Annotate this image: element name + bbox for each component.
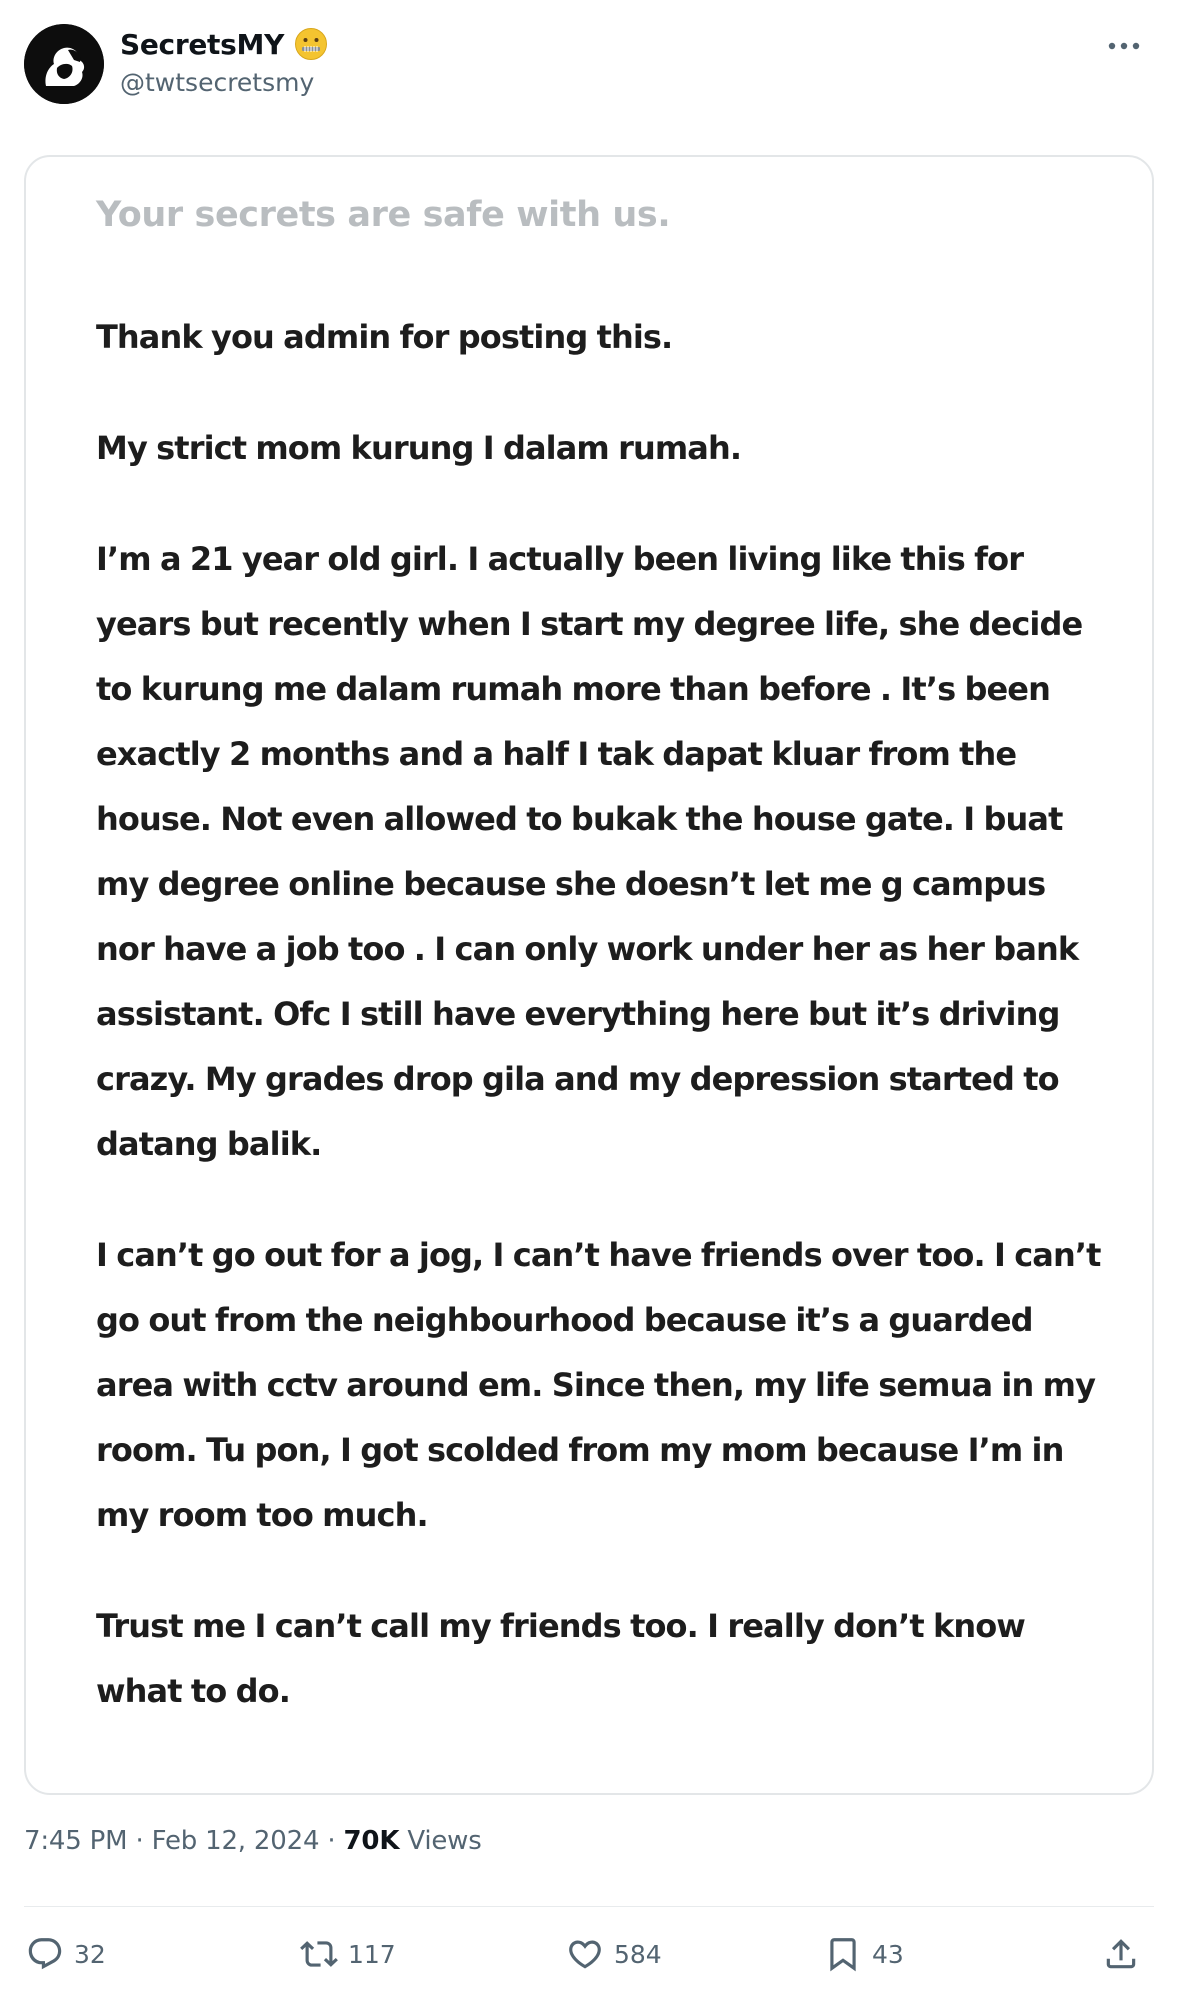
card-paragraph: Thank you admin for posting this.	[96, 318, 673, 356]
more-options-button[interactable]	[1102, 30, 1146, 62]
card-paragraph: I can’t go out for a jog, I can’t have friends over too. I can’t go out from the neighbourhood because it’s a guarded area with cctv around em. Since then, my life semua in my room. Tu pon, I got scolded from my mom because I’m in my room too much.	[96, 1236, 1101, 1534]
views-label: Views	[407, 1826, 482, 1856]
like-count: 584	[614, 1939, 662, 1969]
tweet-image-card[interactable]	[24, 155, 1154, 1795]
display-name-row	[120, 22, 328, 66]
share-button[interactable]	[1102, 1926, 1140, 1982]
card-paragraph: Trust me I can’t call my friends too. I really don’t know what to do.	[96, 1607, 1025, 1710]
views-count: 70K	[343, 1826, 400, 1856]
display-name[interactable]: SecretsMY	[120, 27, 285, 61]
avatar[interactable]	[24, 24, 104, 104]
divider	[24, 1906, 1154, 1907]
tweet-time[interactable]: 7:45 PM	[24, 1826, 128, 1856]
bookmark-button[interactable]	[824, 1926, 904, 1982]
bookmark-count: 43	[872, 1939, 904, 1969]
tweet-date[interactable]: Feb 12, 2024	[151, 1826, 320, 1856]
retweet-count: 117	[348, 1939, 396, 1969]
tweet-meta	[24, 1826, 482, 1856]
meta-separator: ·	[135, 1826, 144, 1856]
tweet-header	[24, 22, 1154, 106]
user-handle[interactable]: @twtsecretsmy	[120, 68, 315, 97]
card-tagline: Your secrets are safe with us.	[96, 195, 671, 235]
reply-count: 32	[74, 1939, 106, 1969]
silhouette-avatar-icon	[24, 24, 104, 104]
more-horizontal-icon	[1107, 41, 1141, 51]
heart-icon	[566, 1935, 604, 1973]
bookmark-icon	[824, 1935, 862, 1973]
zipper-mouth-face-icon	[294, 27, 328, 61]
reply-button[interactable]	[26, 1926, 106, 1982]
user-block	[120, 22, 328, 97]
action-bar	[24, 1926, 1154, 1982]
reply-icon	[26, 1935, 64, 1973]
card-paragraph: I’m a 21 year old girl. I actually been living like this for years but recently when I start my degree life, she decide to kurung me dalam rumah more than before . It’s been exactly 2 months and a half I tak dapat kluar from the house. Not even allowed to bukak the house gate. I buat my degree online because she doesn’t let me g campus nor have a job too . I can only work under her as her bank assistant. Ofc I still have everything here but it’s driving crazy. My grades drop gila and my depression started to datang balik.	[96, 540, 1083, 1163]
card-paragraph: My strict mom kurung I dalam rumah.	[96, 429, 742, 467]
retweet-icon	[300, 1935, 338, 1973]
share-icon	[1102, 1935, 1140, 1973]
meta-separator: ·	[327, 1826, 336, 1856]
retweet-button[interactable]	[300, 1926, 396, 1982]
card-content	[96, 191, 1106, 1770]
like-button[interactable]	[566, 1926, 662, 1982]
